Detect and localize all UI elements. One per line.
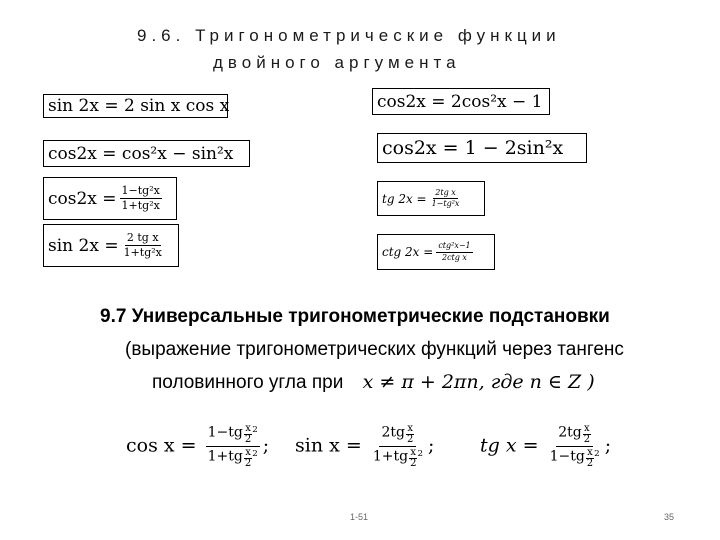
formula-cos2x-tg-lhs: cos2x = <box>48 188 117 209</box>
num-text: 2tg <box>381 424 405 441</box>
formula-tg2x-fraction <box>430 189 462 209</box>
half-den: 2 <box>406 434 414 445</box>
fraction-denominator <box>371 447 425 469</box>
separator: ; <box>262 434 270 457</box>
page-number: 35 <box>664 512 675 522</box>
half-den: 2 <box>583 434 591 445</box>
half-angle <box>586 448 594 469</box>
den-text: 1+tg <box>372 448 409 465</box>
section-description-line2 <box>152 371 595 394</box>
formula-tg2x-lhs: tg 2x = <box>382 191 427 206</box>
half-num: x <box>245 423 251 434</box>
formula-cos2x-diff <box>43 140 250 167</box>
exponent: 2 <box>417 448 423 459</box>
cos-lhs: cos x = <box>126 434 197 457</box>
fraction-numerator: ctg²x−1 <box>436 242 472 252</box>
half-angle <box>406 424 414 445</box>
section-title-line2: двойного аргумента <box>213 53 461 72</box>
section-description-line1: (выражение тригонометрических функций через тангенс <box>125 339 624 360</box>
exponent: 2 <box>252 424 258 435</box>
half-num: x <box>407 423 413 434</box>
formula-cos2x-2sin <box>377 133 587 163</box>
formula-cos2x-diff-text: cos2x = cos²x − sin²x <box>48 143 234 164</box>
separator: ; <box>604 434 612 457</box>
sin-lhs: sin x = <box>295 434 362 457</box>
fraction-numerator <box>556 424 593 447</box>
condition-formula: x ≠ π + 2πn, где n ∈ Z ) <box>362 371 595 393</box>
formula-cos2x-tg <box>43 177 177 220</box>
section-heading: 9.7 Универсальные тригонометрические подстановки <box>100 306 610 327</box>
fraction-denominator <box>206 447 260 469</box>
fraction-numerator: 2tg x <box>433 189 457 199</box>
half-den: 2 <box>410 458 417 469</box>
formula-ctg2x-lhs: ctg 2x = <box>382 245 434 259</box>
fraction-numerator: 1−tg²x <box>121 184 160 198</box>
formula-cos2x-2cos <box>372 88 550 115</box>
substitution-cos <box>126 424 269 469</box>
formula-cos2x-tg-fraction <box>120 185 162 211</box>
half-num: x <box>245 447 251 458</box>
exponent: 2 <box>252 448 258 459</box>
substitution-sin <box>295 424 434 469</box>
den-text: 1−tg <box>549 448 585 465</box>
half-den: 2 <box>244 434 252 445</box>
separator: ; <box>427 434 435 457</box>
fraction-denominator <box>548 447 602 469</box>
sin-fraction <box>371 424 425 469</box>
fraction-numerator <box>379 424 416 447</box>
footer-code: 1-51 <box>350 512 369 522</box>
formula-cos2x-2sin-text: cos2x = 1 − 2sin²x <box>382 137 564 159</box>
section-title-line1: 9.6. Тригонометрические функции <box>137 26 561 45</box>
half-num: x <box>410 447 417 458</box>
formula-sin2x-tg <box>43 224 179 267</box>
formula-sin2x-tg-lhs: sin 2x = <box>48 235 119 256</box>
formula-ctg2x-fraction <box>436 242 472 262</box>
formula-ctg2x <box>377 234 495 270</box>
fraction-numerator: 2 tg x <box>126 231 159 245</box>
formula-sin2x <box>43 94 228 118</box>
formula-cos2x-2cos-text: cos2x = 2cos²x − 1 <box>377 91 543 112</box>
cos-fraction <box>206 424 260 469</box>
formula-sin2x-text: sin 2x = 2 sin x cos x <box>48 96 230 116</box>
fraction-denominator: 2ctg x <box>441 252 467 262</box>
formula-sin2x-tg-fraction <box>122 232 164 258</box>
half-num: x <box>584 423 590 434</box>
half-angle <box>244 448 252 469</box>
half-num: x <box>587 447 593 458</box>
fraction-denominator: 1+tg²x <box>123 246 162 259</box>
half-den: 2 <box>244 458 252 469</box>
num-text: 2tg <box>558 424 582 441</box>
den-text: 1+tg <box>207 448 243 465</box>
half-angle <box>583 424 591 445</box>
fraction-numerator <box>206 424 260 447</box>
tg-fraction <box>548 424 602 469</box>
formula-tg2x <box>377 181 485 216</box>
description-text: половинного угла при <box>152 372 344 393</box>
half-angle <box>244 424 252 445</box>
fraction-denominator: 1+tg²x <box>121 199 160 212</box>
exponent: 2 <box>594 448 600 459</box>
substitution-tg <box>480 424 611 469</box>
half-den: 2 <box>586 458 594 469</box>
fraction-denominator: 1−tg²x <box>431 199 460 208</box>
num-text: 1−tg <box>207 424 243 441</box>
tg-lhs: tg x = <box>480 434 539 457</box>
